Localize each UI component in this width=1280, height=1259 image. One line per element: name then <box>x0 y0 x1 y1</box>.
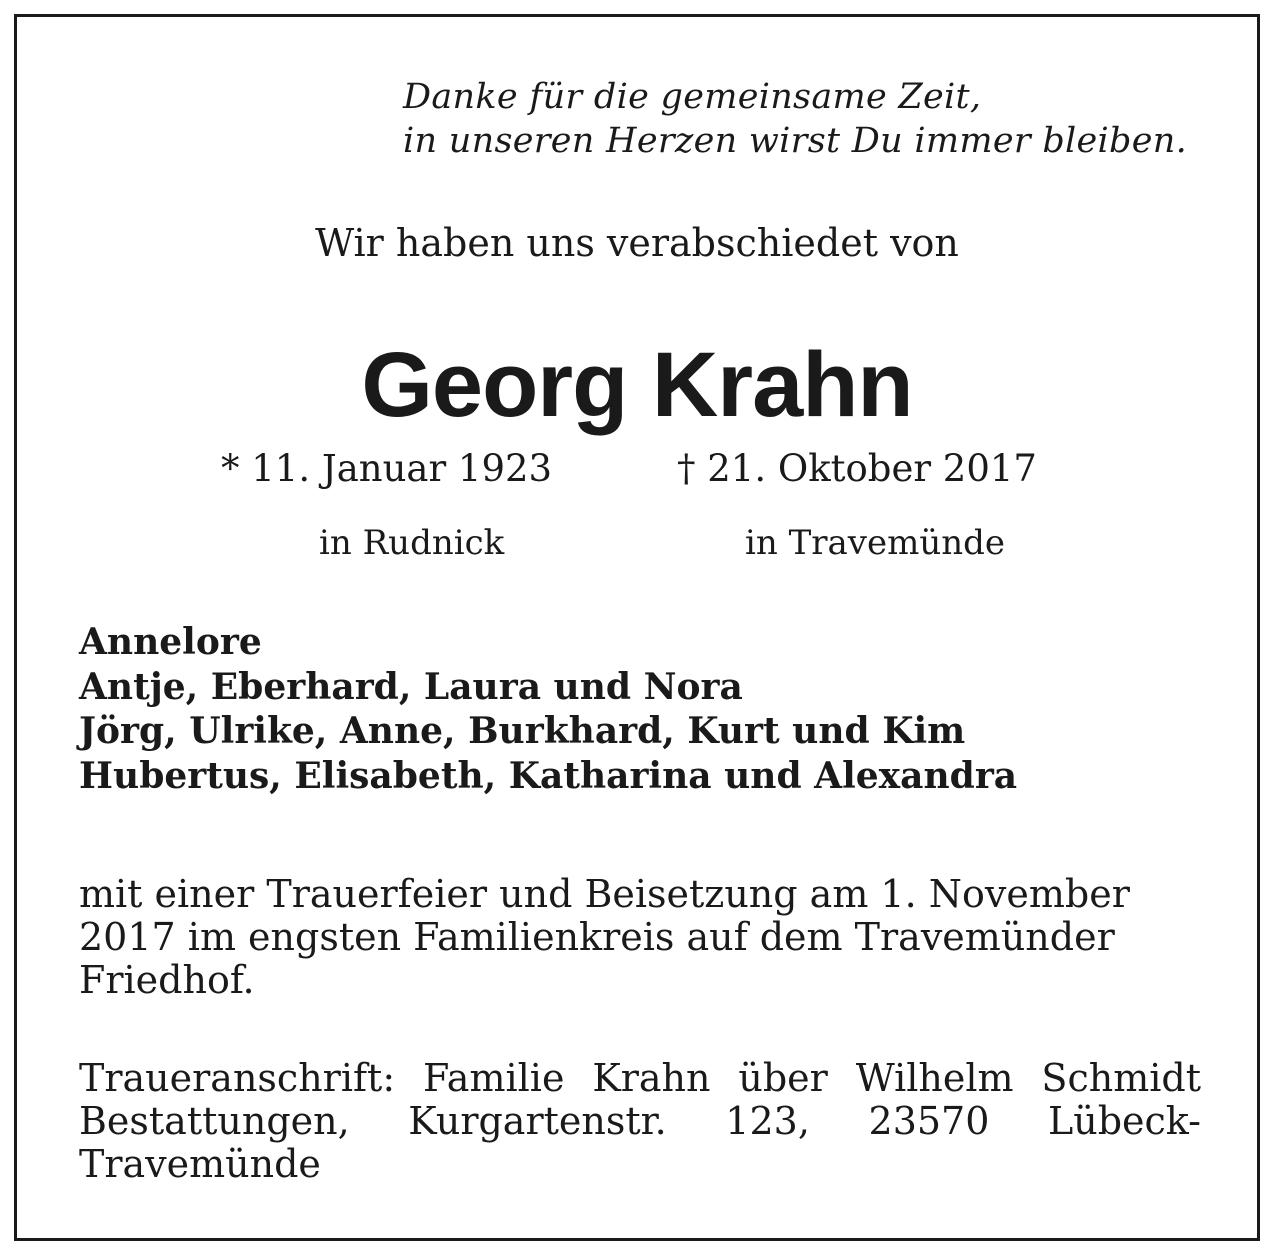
motto-line: in unseren Herzen wirst Du immer bleiben. <box>403 121 1188 161</box>
death-place: in Travemünde <box>745 523 1006 563</box>
family-line: Jörg, Ulrike, Anne, Burkhard, Kurt und Kim <box>79 710 966 752</box>
deceased-name: Georg Krahn <box>361 334 913 436</box>
motto-line: Danke für die gemeinsame Zeit, <box>403 77 982 117</box>
family-list <box>79 620 1017 798</box>
family-line: Antje, Eberhard, Laura und Nora <box>79 665 743 708</box>
family-line: Hubertus, Elisabeth, Katharina und Alexandra <box>79 754 1018 797</box>
birth-date: * 11. Januar 1923 <box>221 447 553 490</box>
death-date: † 21. Oktober 2017 <box>677 447 1037 490</box>
ceremony-text: mit einer Trauerfeier und Beisetzung am 1. November 2017 im engsten Familienkreis auf dem Travemünder Friedhof. <box>79 872 1130 1002</box>
obituary-notice <box>14 14 1260 1241</box>
family-line: Annelore <box>79 621 262 663</box>
mourning-address: Traueranschrift: Familie Krahn über Wilhelm Schmidt Bestattungen, Kurgartenstr. 123, 23570 Lübeck-Travemünde <box>79 1056 1201 1186</box>
motto-quote <box>403 75 1187 163</box>
birth-place: in Rudnick <box>319 523 505 563</box>
intro-text: Wir haben uns verabschiedet von <box>315 221 959 265</box>
